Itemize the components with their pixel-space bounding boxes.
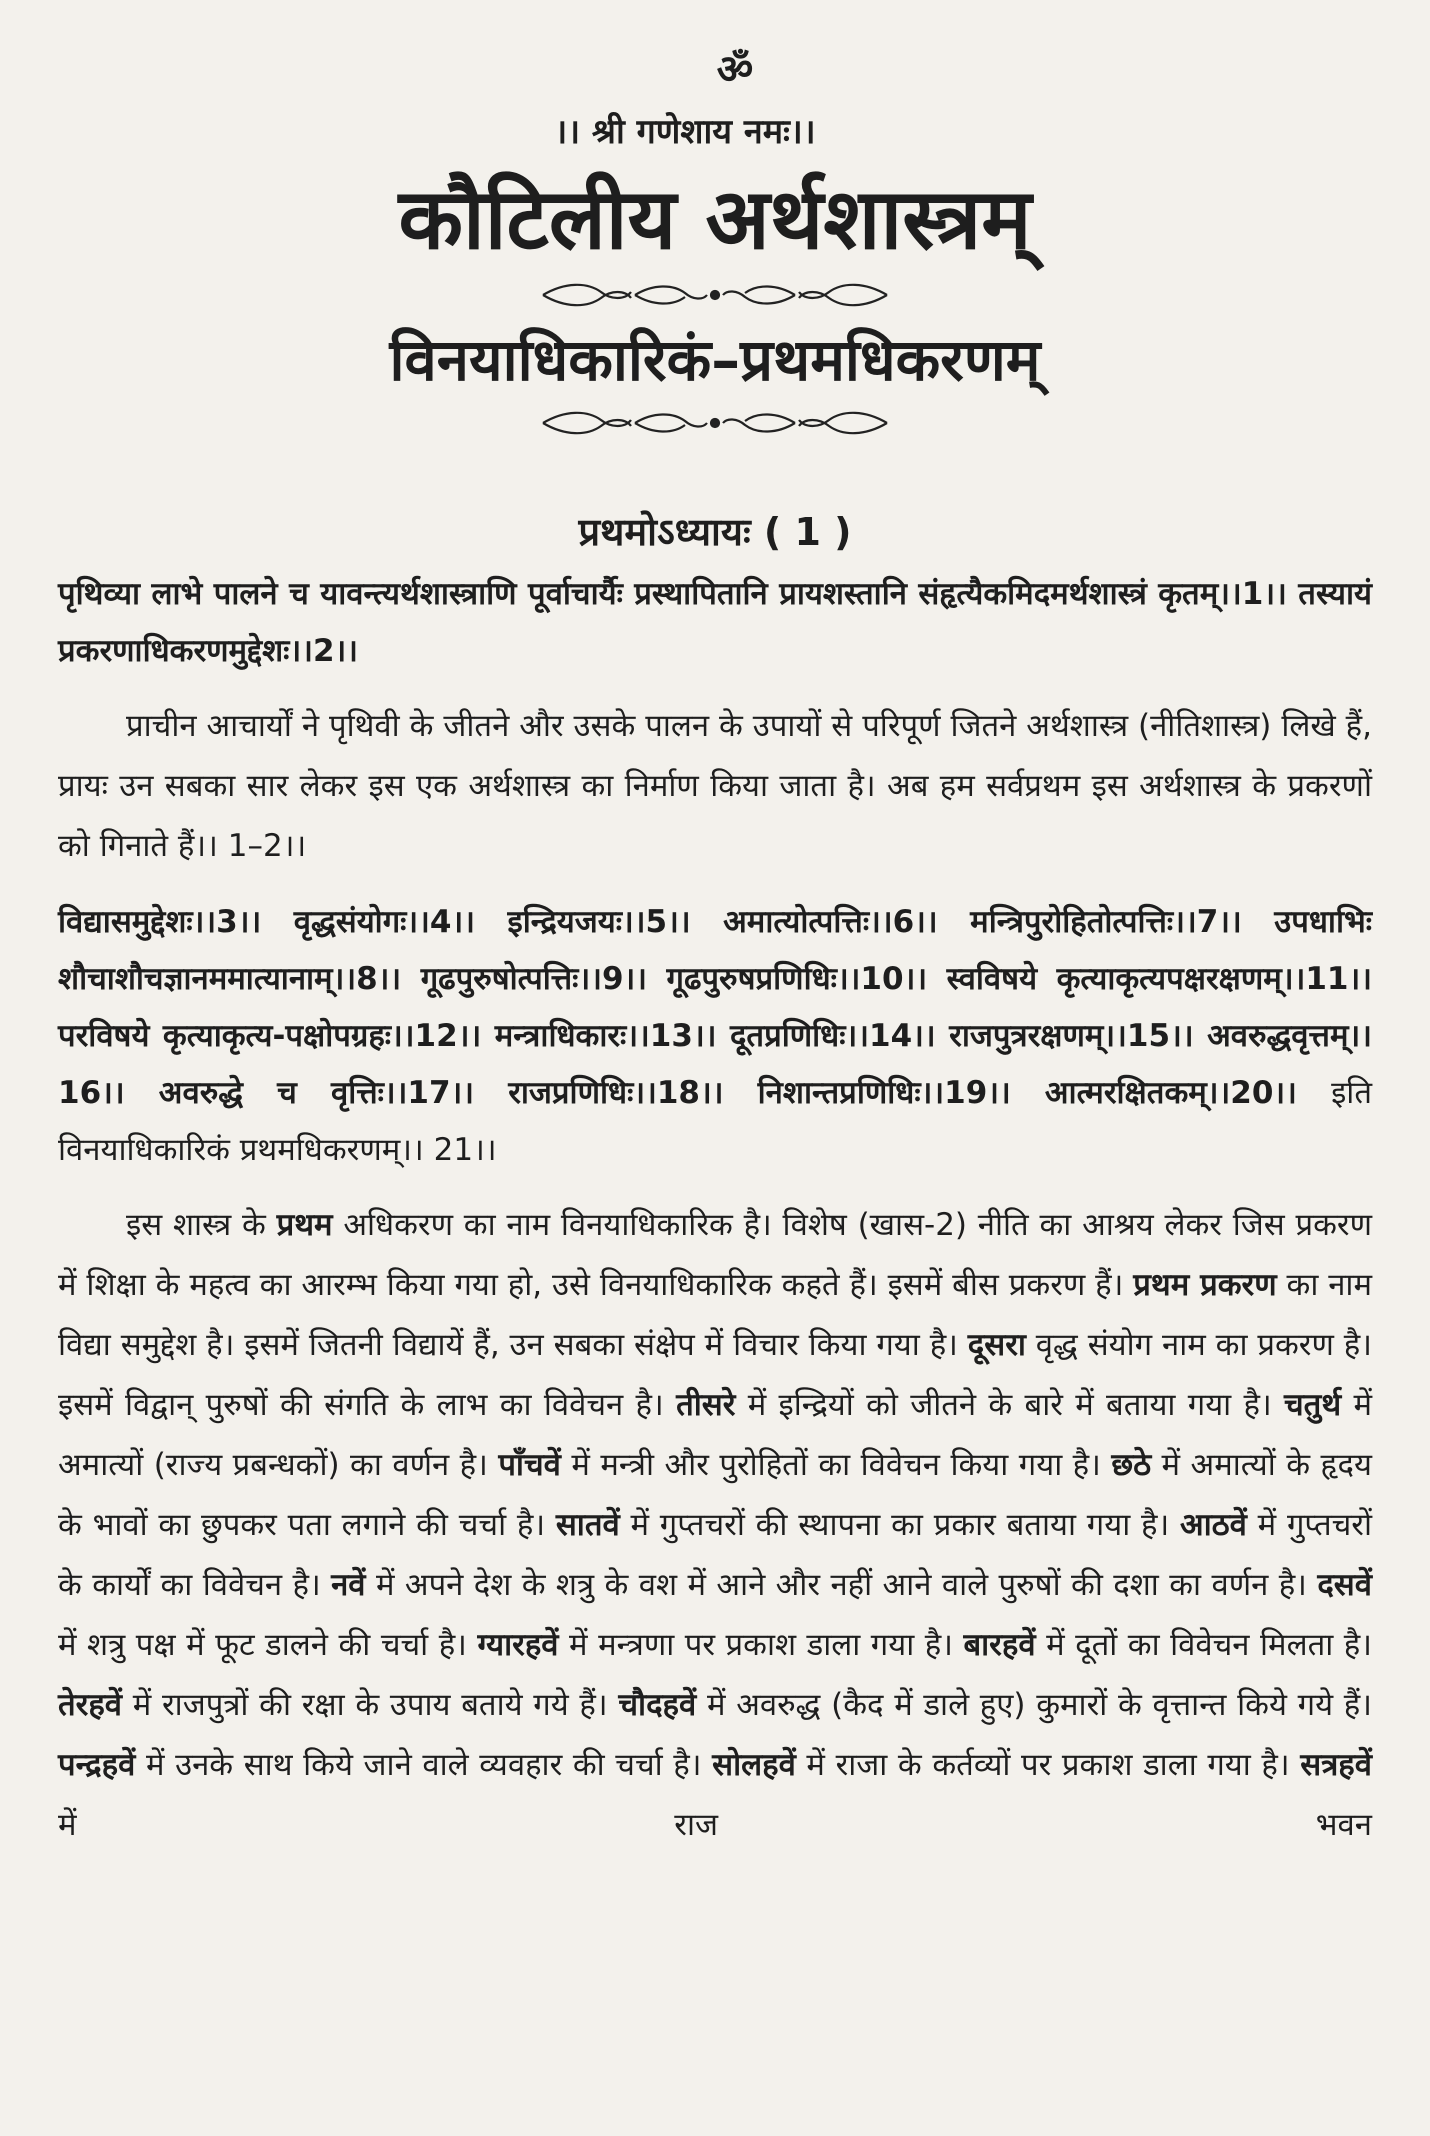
topic-item: आत्मरक्षितकम्।।20।। <box>1044 1075 1297 1111</box>
commentary-text: में इन्द्रियों को जीतने के बारे में बताया गया है। <box>735 1387 1284 1423</box>
hindi-commentary-1: प्राचीन आचार्यों ने पृथिवी के जीतने और उसके पालन के उपायों से परिपूर्ण जितने अर्थशास्त्र (नीतिशास्त्र) लिखे हैं, प्रायः उन सबका सार लेकर इस एक अर्थशास्त्र का निर्माण किया जाता है। अब हम सर्वप्रथम इस अर्थशास्त्र के प्रकरणों को गिनाते हैं।। 1–2।। <box>58 708 1372 864</box>
ornament-divider-bottom <box>58 406 1372 440</box>
highlighted-term: पाँचवें <box>498 1447 561 1483</box>
highlighted-term: चौदहवें <box>618 1687 697 1723</box>
commentary-text: में मन्त्रणा पर प्रकाश डाला गया है। <box>558 1627 964 1663</box>
commentary-text: में गुप्तचरों के कार्यों का विवेचन है। <box>58 1507 1373 1603</box>
om-symbol: ॐ <box>716 47 754 93</box>
highlighted-term: पन्द्रहवें <box>58 1747 136 1783</box>
book-title: कौटिलीय अर्थशास्त्रम् <box>398 170 1032 268</box>
highlighted-term: सोलहवें <box>712 1747 796 1783</box>
highlighted-term: छठे <box>1111 1447 1152 1483</box>
topic-item: परविषये कृत्याकृत्य-पक्षोपग्रहः।।12।। <box>58 1018 482 1054</box>
commentary-text: में राजपुत्रों की रक्षा के उपाय बताये गये हैं। <box>122 1687 619 1723</box>
commentary-text: अधिकरण का नाम विनयाधिकारिक है। विशेष (खास-2) नीति का आश्रय लेकर जिस प्रकरण में शिक्षा के महत्व का आरम्भ किया गया हो, उसे विनयाधिकारिक कहते हैं। इसमें बीस प्रकरण हैं। <box>58 1207 1373 1303</box>
commentary-text: में अवरुद्ध (कैद में डाले हुए) कुमारों के वृत्तान्त किये गये हैं। <box>696 1687 1373 1723</box>
topic-item: वृद्धसंयोगः।।4।। <box>293 904 475 940</box>
highlighted-term: सातवें <box>555 1507 620 1543</box>
topic-item: मन्त्राधिकारः।।13।। <box>494 1018 717 1054</box>
topic-item: गूढपुरुषप्रणिधिः।।10।। <box>666 961 928 997</box>
chapter-heading: प्रथमोऽध्यायः ( 1 ) <box>578 510 852 554</box>
topic-item: उपधाभिः शौचाशौचज्ञानममात्यानाम्।।8।। <box>58 904 1373 997</box>
commentary-text: में राज भवन <box>58 1807 1372 1843</box>
commentary-text: में गुप्तचरों की स्थापना का प्रकार बताया गया है। <box>619 1507 1180 1543</box>
commentary-text: इस शास्त्र के <box>126 1207 277 1243</box>
ornament-divider-top <box>58 278 1372 312</box>
highlighted-term: ग्यारहवें <box>477 1627 559 1663</box>
topic-item: मन्त्रिपुरोहितोत्पत्तिः।।7।। <box>970 904 1242 940</box>
commentary-text: का नाम विद्या समुद्देश है। इसमें जितनी विद्यायें हैं, उन सबका संक्षेप में विचार किया गया है। <box>58 1267 1372 1363</box>
topic-item: विद्यासमुद्देशः।।3।। <box>58 904 262 940</box>
commentary-text: में अपने देश के शत्रु के वश में आने और नहीं आने वाले पुरुषों की दशा का वर्णन है। <box>365 1567 1318 1603</box>
topic-item: निशान्तप्रणिधिः।।19।। <box>757 1075 1011 1111</box>
topic-item: स्वविषये कृत्याकृत्यपक्षरक्षणम्।।11।। <box>946 961 1372 997</box>
topic-item: दूतप्रणिधिः।।14।। <box>729 1018 936 1054</box>
highlighted-term: तेरहवें <box>58 1687 123 1723</box>
commentary-text: में शत्रु पक्ष में फूट डालने की चर्चा है। <box>58 1627 478 1663</box>
highlighted-term: दसवें <box>1317 1567 1372 1603</box>
highlighted-term: प्रथम प्रकरण <box>1133 1267 1277 1303</box>
topic-item: इन्द्रियजयः।।5।। <box>507 904 691 940</box>
highlighted-term: बारहवें <box>963 1627 1036 1663</box>
highlighted-term: दूसरा <box>967 1327 1026 1363</box>
commentary-text: में अमात्यों के हृदय के भावों का छुपकर पता लगाने की चर्चा है। <box>58 1447 1372 1543</box>
invocation-line: ।। श्री गणेशाय नमः।। <box>554 112 816 152</box>
commentary-text: में दूतों का विवेचन मिलता है। <box>1035 1627 1372 1663</box>
topic-item: अवरुद्धे च वृत्तिः।।17।। <box>158 1075 475 1111</box>
highlighted-term: आठवें <box>1179 1507 1247 1543</box>
commentary-text: में मन्त्री और पुरोहितों का विवेचन किया गया है। <box>560 1447 1112 1483</box>
topic-closing: इति विनयाधिकारिकं प्रथमधिकरणम्।। 21।। <box>58 1075 1372 1168</box>
highlighted-term: प्रथम <box>276 1207 333 1243</box>
sanskrit-verse-1: पृथिव्या लाभे पालने च यावन्त्यर्थशास्त्राणि पूर्वाचार्यैः प्रस्थापितानि प्रायशस्तानि संहृत्यैकमिदमर्थशास्त्रं कृतम्।।1।। तस्यायं प्रकरणाधिकरणमुद्देशः।।2।। <box>58 576 1372 669</box>
highlighted-term: नवें <box>331 1567 366 1603</box>
hindi-commentary-2 <box>58 1195 1372 1855</box>
commentary-text: में उनके साथ किये जाने वाले व्यवहार की चर्चा है। <box>135 1747 713 1783</box>
book-subtitle: विनयाधिकारिकं–प्रथमधिकरणम् <box>389 326 1041 394</box>
topic-item: अमात्योत्पत्तिः।।6।। <box>723 904 938 940</box>
topic-item: अवरुद्धवृत्तम्।।16।। <box>58 1018 1372 1111</box>
highlighted-term: तीसरे <box>676 1387 736 1423</box>
commentary-text: में अमात्यों (राज्य प्रबन्धकों) का वर्णन है। <box>58 1387 1372 1483</box>
topic-item: राजपुत्ररक्षणम्।।15।। <box>949 1018 1194 1054</box>
highlighted-term: सत्रहवें <box>1300 1747 1372 1783</box>
commentary-text: में राजा के कर्तव्यों पर प्रकाश डाला गया है। <box>795 1747 1301 1783</box>
topic-item: राजप्रणिधिः।।18।। <box>508 1075 724 1111</box>
topic-item: गूढपुरुषोत्पत्तिः।।9।। <box>420 961 648 997</box>
commentary-text: वृद्ध संयोग नाम का प्रकरण है। इसमें विद्वान् पुरुषों की संगति के लाभ का विवेचन है। <box>58 1327 1372 1423</box>
highlighted-term: चतुर्थ <box>1284 1387 1342 1423</box>
topic-list <box>58 894 1372 1179</box>
